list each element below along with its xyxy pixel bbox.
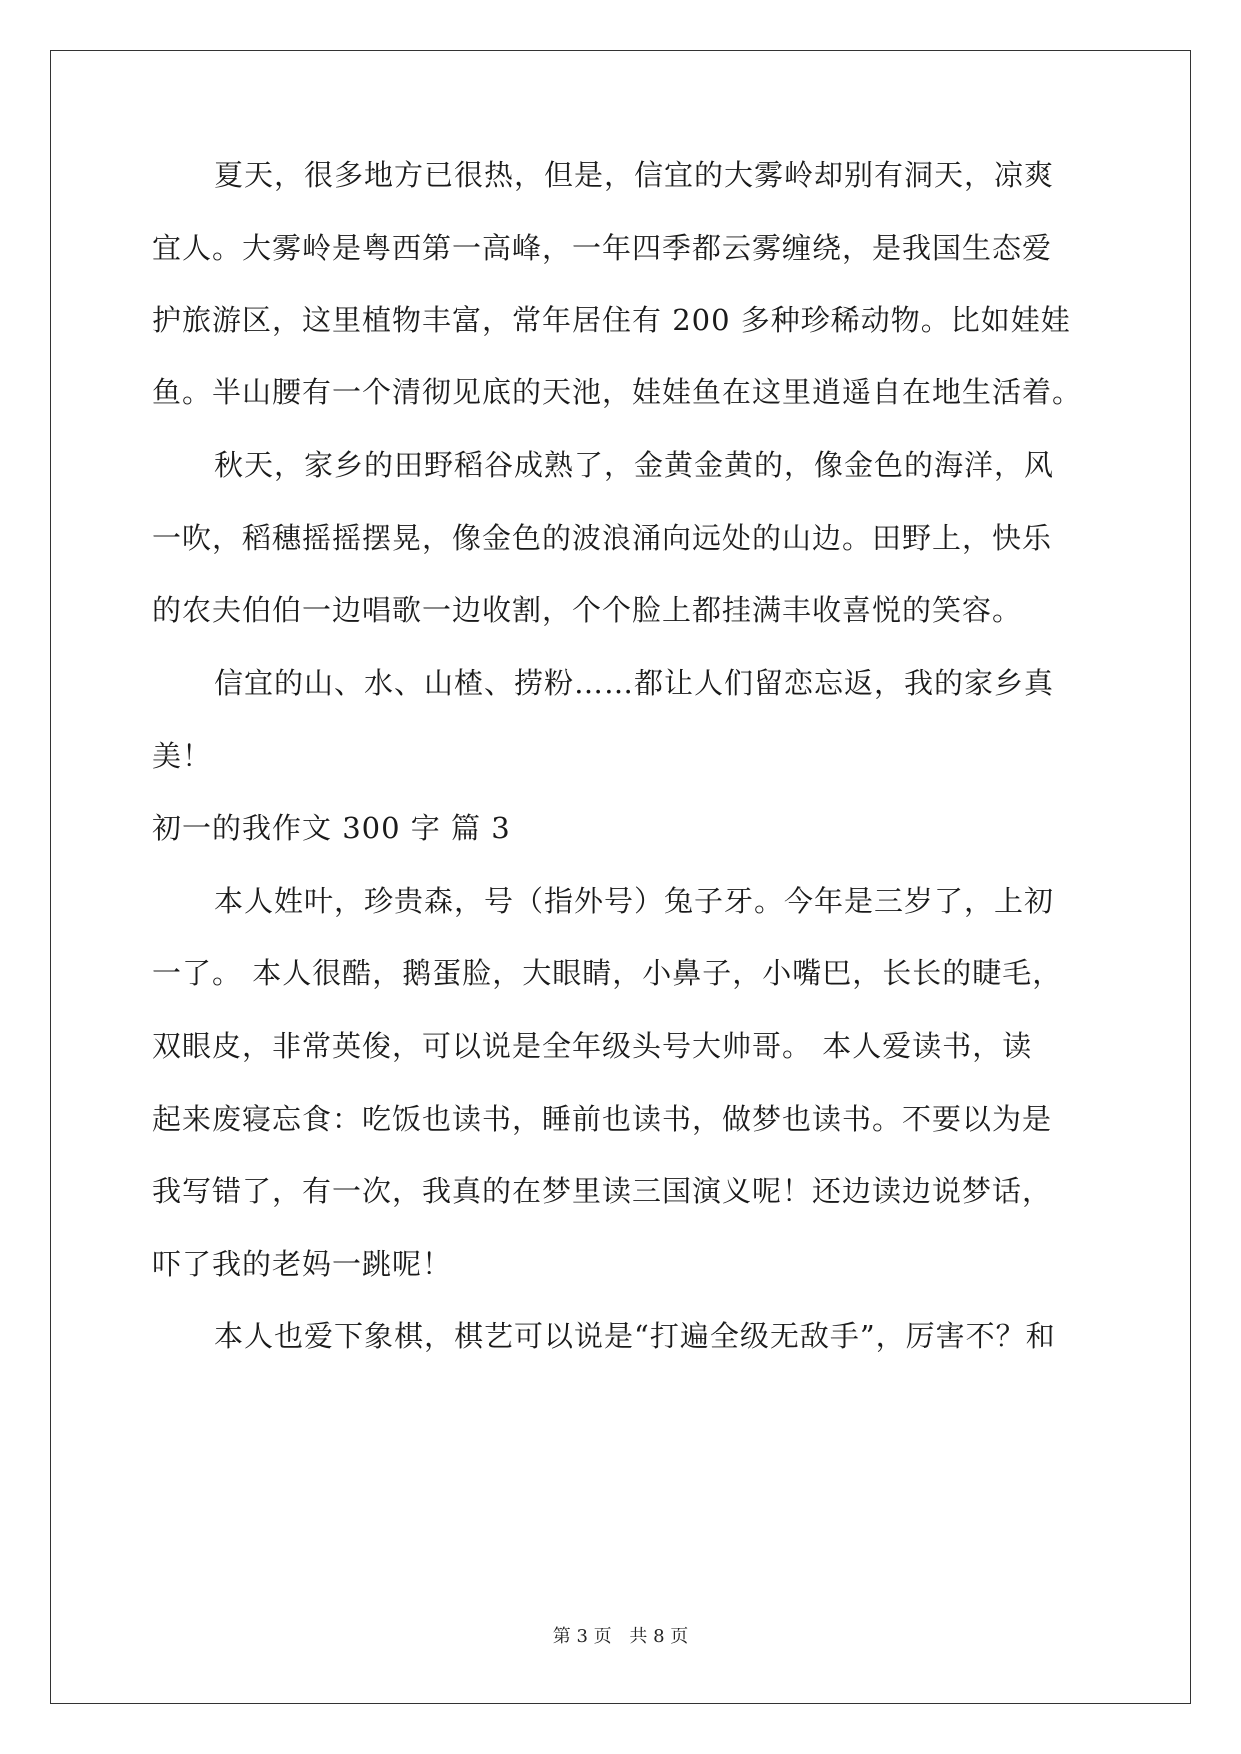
page-footer — [0, 1622, 1241, 1648]
text-line: 本人也爱下象棋，棋艺可以说是“打遍全级无敌手”，厉害不？和 — [214, 1319, 1056, 1353]
text-line: 鱼。半山腰有一个清彻见底的天池，娃娃鱼在这里逍遥自在地生活着。 — [152, 375, 1083, 409]
text-line: 信宜的山、水、山楂、捞粉……都让人们留恋忘返，我的家乡真 — [214, 666, 1055, 700]
text-line: 夏天，很多地方已很热，但是，信宜的大雾岭却别有洞天，凉爽 — [214, 158, 1055, 192]
page-total: 共 8 页 — [629, 1626, 689, 1647]
section-heading: 初一的我作文 300 字 篇 3 — [152, 811, 511, 845]
page-border — [50, 50, 1191, 1704]
text-line: 一了。 本人很酷，鹅蛋脸，大眼睛，小鼻子，小嘴巴，长长的睫毛， — [152, 956, 1063, 990]
text-line: 一吹，稻穗摇摇摆晃，像金色的波浪涌向远处的山边。田野上，快乐 — [152, 521, 1053, 555]
text-line: 秋天，家乡的田野稻谷成熟了，金黄金黄的，像金色的海洋，风 — [214, 448, 1055, 482]
text-line: 美！ — [152, 739, 213, 773]
text-line: 护旅游区，这里植物丰富，常年居住有 200 多种珍稀动物。比如娃娃 — [152, 303, 1071, 337]
text-line: 吓了我的老妈一跳呢！ — [152, 1247, 453, 1281]
text-line: 双眼皮，非常英俊，可以说是全年级头号大帅哥。 本人爱读书，读 — [152, 1029, 1033, 1063]
text-line: 本人姓叶，珍贵森，号（指外号）兔子牙。今年是三岁了，上初 — [214, 884, 1055, 918]
text-line: 宜人。大雾岭是粤西第一高峰，一年四季都云雾缠绕，是我国生态爱 — [152, 231, 1053, 265]
text-line: 起来废寝忘食：吃饭也读书，睡前也读书，做梦也读书。不要以为是 — [152, 1102, 1053, 1136]
page-number: 第 3 页 — [552, 1626, 612, 1647]
text-line: 的农夫伯伯一边唱歌一边收割，个个脸上都挂满丰收喜悦的笑容。 — [152, 593, 1023, 627]
text-line: 我写错了，有一次，我真的在梦里读三国演义呢！还边读边说梦话， — [152, 1174, 1053, 1208]
